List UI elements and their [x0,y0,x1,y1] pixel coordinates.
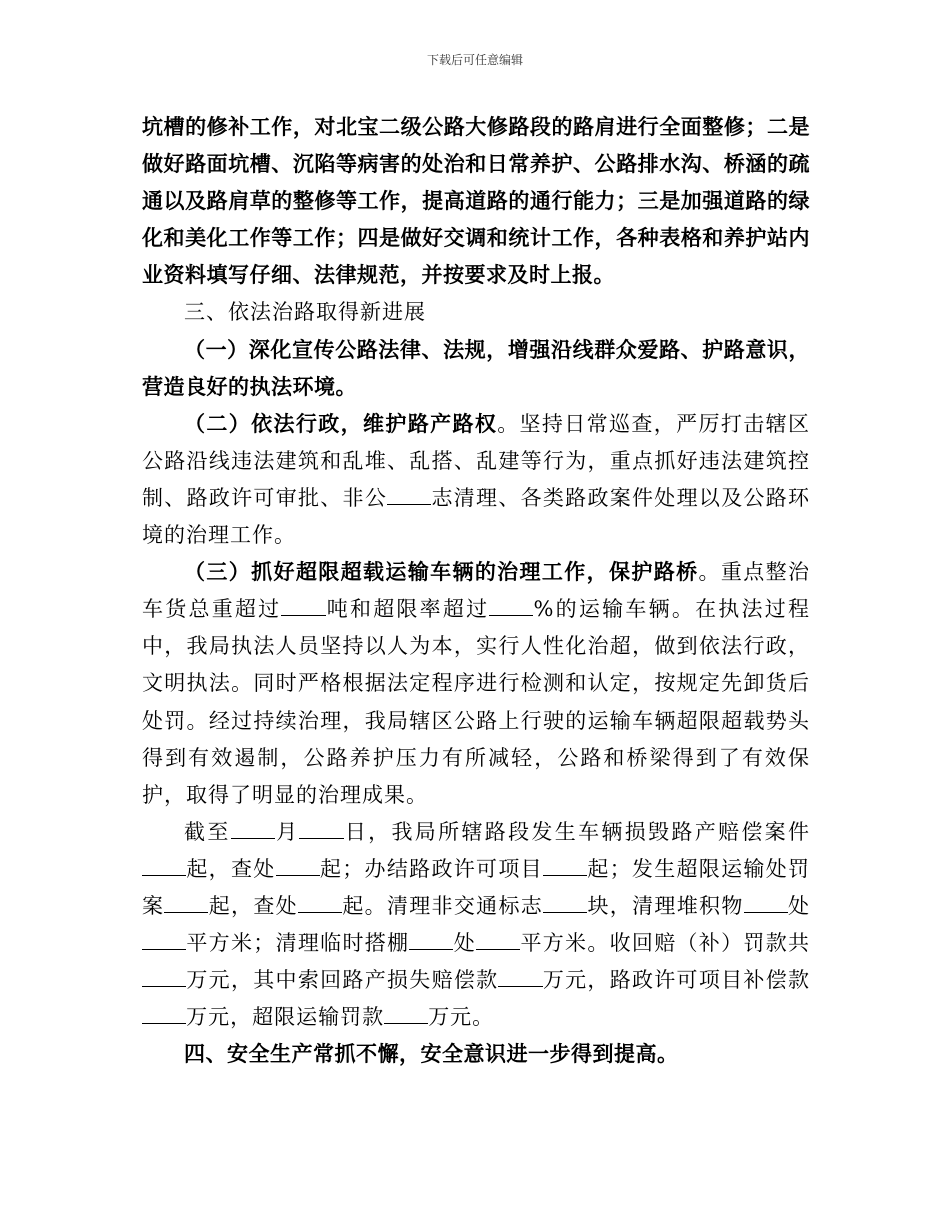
fill-blank [281,596,325,616]
fill-blank [142,856,186,876]
stat-text: 平方米；清理临时搭棚 [186,931,410,956]
paragraph-overload-heading: （三）抓好超限超载运输车辆的治理工作，保护路桥 [184,560,699,585]
fill-blank [231,819,275,839]
stat-text: 万元，其中索回路产损失赔偿款 [186,968,499,993]
fill-blank [142,1004,186,1024]
fill-blank [164,893,208,913]
paragraph-administration-heading: （二）依法行政，维护路产路权 [184,411,498,436]
fill-blank [476,930,520,950]
page-header: 下载后可任意编辑 [426,53,523,67]
stat-text: 万元，路政许可项目补偿款 [542,968,811,993]
fill-blank [409,930,453,950]
paragraph-road-maintenance: 坑槽的修补工作，对北宝二级公路大修路段的路肩进行全面整修；二是做好路面坑槽、沉陷等病害的处治和日常养护、公路排水沟、桥涵的疏通以及路肩草的整修等工作，提高道路的通行能力；三是加强道路的绿化和美化工作等工作；四是做好交调和统计工作，各种表格和养护站内业资料填写仔细、法律规范，并按要求及时上报。 [142,115,810,288]
stat-text: 起；办结路政许可项目 [319,856,543,881]
fill-blank [384,1004,428,1024]
stat-text: 万元，超限运输罚款 [186,1005,385,1030]
paragraph-administration [142,406,810,554]
fill-blank [387,485,431,505]
stat-text: 起，查处 [186,856,276,881]
paragraph-administration-text-a: 。坚持日常巡查，严厉打击辖区公路沿线违法建筑和乱堆、乱搭、乱建等行为，重点抓好违法建筑控制、路政许可审批、非公 [142,411,811,510]
stat-text: 起。清理非交通标志 [342,893,544,918]
paragraph-overload-text-a: 。重点整治车货总重超过 [142,560,811,622]
fill-blank [498,967,542,987]
fill-blank [489,596,533,616]
stat-text: 起；发生超限运输处罚案 [142,856,810,918]
fill-blank [543,856,587,876]
fill-blank [543,893,587,913]
stat-text: 截至 [184,819,231,844]
document-body [142,109,810,1073]
paragraph-law-promotion: （一）深化宣传公路法律、法规，增强沿线群众爱路、护路意识，营造良好的执法环境。 [142,337,810,399]
stat-text: 月 [274,819,300,844]
stat-text: 处 [453,931,477,956]
fill-blank [142,930,186,950]
paragraph-overload-text-b: 吨和超限率超过 [325,597,490,622]
fill-blank [276,856,320,876]
fill-blank [298,893,342,913]
stat-text: 处 [787,893,811,918]
paragraph-administration-text-b: 志清理、各类路政案件处理以及公路环境的治理工作。 [142,485,811,548]
section-heading-4: 四、安全生产常抓不懈，安全意识进一步得到提高。 [184,1042,679,1067]
stat-text: 平方米。收回赔（补）罚款共 [520,931,810,956]
stat-text: 万元。 [428,1005,495,1030]
section-heading-3: 三、依法治路取得新进展 [184,300,426,325]
paragraph-statistics [142,814,810,1037]
fill-blank [142,967,186,987]
stat-text: 日，我局所辖路段发生车辆损毁路产赔偿案件 [343,819,811,844]
stat-text: 块，清理堆积物 [587,893,744,918]
stat-text: 起，查处 [208,893,298,918]
paragraph-overload-control [142,554,810,814]
paragraph-overload-text-c: %的运输车辆。在执法过程中，我局执法人员坚持以人为本，实行人性化治超，做到依法行政，文明执法。同时严格根据法定程序进行检测和认定，按规定先卸货后处罚。经过持续治理，我局辖区公路上行驶的运输车辆超限超载势头得到有效遏制，公路养护压力有所减轻，公路和桥梁得到了有效保护，取得了明显的治理成果。 [142,597,810,807]
fill-blank [299,819,343,839]
fill-blank [744,893,788,913]
